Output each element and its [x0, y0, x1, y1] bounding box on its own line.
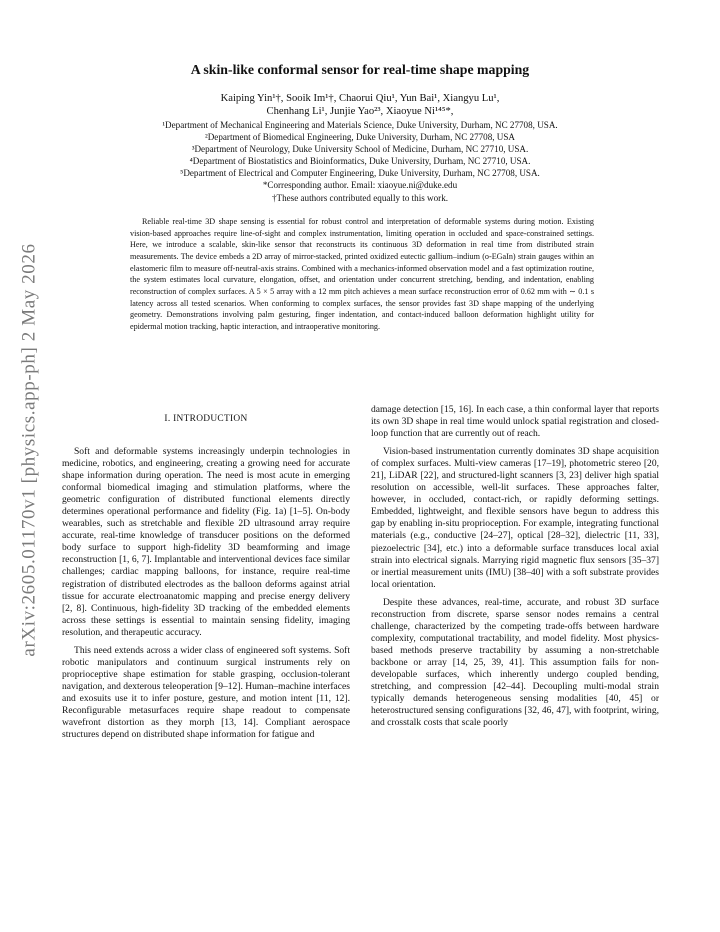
paper-title: A skin-like conformal sensor for real-time shape mapping — [190, 62, 530, 77]
right-column — [371, 404, 659, 735]
affiliation-2: ²Department of Biomedical Engineering, Duke University, Durham, NC 27708, USA — [205, 132, 515, 143]
authors-line-2: Chenhang Li¹, Junjie Yao²³, Xiaoyue Ni¹⁴⁵*, — [266, 106, 454, 117]
arxiv-identifier — [6, 215, 54, 685]
abstract: Reliable real-time 3D shape sensing is essential for robust control and interpretation of deformable systems during motion. Existing vision-based approaches require line-of-sight and complex instrumentation, limiting operation in occluded and space-constrained settings. Here, we introduce a scalable, skin-like sensor that reconstructs its continuous 3D deformation in real time from distributed strain measurements. The device embeds a 2D array of mirror-stacked, printed oxidized eutectic gallium–indium (o-EGaIn) strain gauges within an elastomeric film to measure off-neutral-axis strains. Combined with a mechanics-informed observation model and a fast optimization routine, the system estimates local curvature, elongation, offset, and orientation under concurrent stretching, bending, and indentation, enabling reconstruction of complex surfaces. A 5 × 5 array with a 12 mm pitch achieves a mean surface reconstruction error of 0.62 mm with ∼ 0.1 s latency across all tested scenarios. When conforming to complex surfaces, the sensor provides fast 3D shape mapping of the underlying geometry. Demonstrations involving palm gesturing, finger indentation, and contact-induced balloon deformation highlight utility for epidermal motion tracking, haptic interaction, and intraoperative monitoring. — [130, 217, 594, 331]
affiliation-4: ⁴Department of Biostatistics and Bioinformatics, Duke University, Durham, NC 27710, USA. — [189, 156, 531, 167]
section-heading-introduction: I. INTRODUCTION — [164, 414, 248, 424]
left-paragraph-1: Soft and deformable systems increasingly underpin technologies in medicine, robotics, and engineering, creating a growing need for accurate shape information during operation. The need is most acute in emerging conformal biomedical imaging and stimulation platforms, where the geometric configuration of distributed functional elements directly determines operational performance and fidelity (Fig. 1a) [1–5]. On-body wearables, such as stretchable and flexible 2D ultrasound array require accurate, real-time knowledge of transducer positions on the deformed body surface to support high-fidelity 3D beamforming and image reconstruction [1, 6, 7]. Implantable and interventional devices face similar challenges; cardiac mapping balloons, for instance, require real-time registration of distributed electrodes as the balloon deforms against atrial tissue for accurate electroanatomic mapping and precise energy delivery [2, 8]. Continuous, high-fidelity 3D tracking of the embedded elements across these settings is essential to maintain sensing fidelity, imaging resolution, and therapeutic accuracy. — [62, 446, 350, 638]
left-paragraph-2: This need extends across a wider class of engineered soft systems. Soft robotic manipulators and continuum surgical instruments rely on proprioceptive shape estimation for stable grasping, occlusion-tolerant navigation, and dexterous teleoperation [9–12]. Human–machine interfaces and exosuits use it to infer posture, gesture, and motion intent [11, 12]. Reconfigurable metasurfaces require shape readout to compensate wavefront distortion as they morph [13, 14]. Compliant aerospace structures depend on distributed shape information for fatigue and — [62, 644, 350, 741]
affiliation-1: ¹Department of Mechanical Engineering and Materials Science, Duke University, Durham, NC 27708, USA. — [162, 120, 558, 130]
left-column — [62, 446, 350, 747]
right-paragraph-1: damage detection [15, 16]. In each case, a thin conformal layer that reports its own 3D shape in real time would unlock spatial registration and closed-loop function that are currently out of reach. — [371, 404, 659, 440]
affiliation-3: ³Department of Neurology, Duke University School of Medicine, Durham, NC 27710, USA. — [191, 144, 529, 155]
corresponding-author: *Corresponding author. Email: xiaoyue.ni@duke.edu — [262, 180, 458, 191]
affiliations — [80, 119, 640, 204]
arxiv-id-text: arXiv:2605.01170v1 [physics.app-ph] 2 May 2026 — [19, 243, 40, 657]
authors-line-1: Kaiping Yin¹†, Sooik Im¹†, Chaorui Qiu¹, Yun Bai¹, Xiangyu Lu¹, — [220, 93, 500, 104]
affiliation-5: ⁵Department of Electrical and Computer Engineering, Duke University, Durham, NC 27708, USA. — [180, 168, 540, 179]
right-paragraph-2: Vision-based instrumentation currently dominates 3D shape acquisition of complex surfaces. Multi-view cameras [17–19], photometric stereo [20, 21], LiDAR [22], and structured-light scanners [3, 23] deliver high spatial resolution on accessible, well-lit surfaces. These approaches falter, however, in occluded, contact-rich, or rapidly deforming settings. Embedded, lightweight, and flexible sensors have begun to address this gap by enabling in-situ proprioception. For example, integrating functional materials (e.g., conductive [24–27], optical [28–32], dielectric [11, 33], piezoelectric [34], etc.) into a deformable surface transduces local axial strain into electrical signals. Marrying rigid magnetic flux sensors [35–37] or inertial measurement units (IMU) [38–40] with a soft substrate provides local orientation. — [371, 446, 659, 590]
right-paragraph-3: Despite these advances, real-time, accurate, and robust 3D surface reconstruction from discrete, sparse sensor nodes remains a central challenge, characterized by the competing trade-offs between hardware complexity, computational tractability, and model fidelity. Most physics-based methods preserve tractability by assuming a non-stretchable backbone or array [14, 25, 39, 41]. This assumption fails for non-developable surfaces, which inherently undergo coupled bending, stretching, and compression [42–44]. Decoupling multi-modal strain typically demands heterogeneous sensing modalities [40, 45] or heterostructured sensing configurations [32, 46, 47], with footprint, wiring, and crosstalk costs that scale poorly — [371, 596, 659, 729]
author-list — [100, 92, 620, 118]
equal-contribution-note: †These authors contributed equally to this work. — [271, 192, 449, 203]
